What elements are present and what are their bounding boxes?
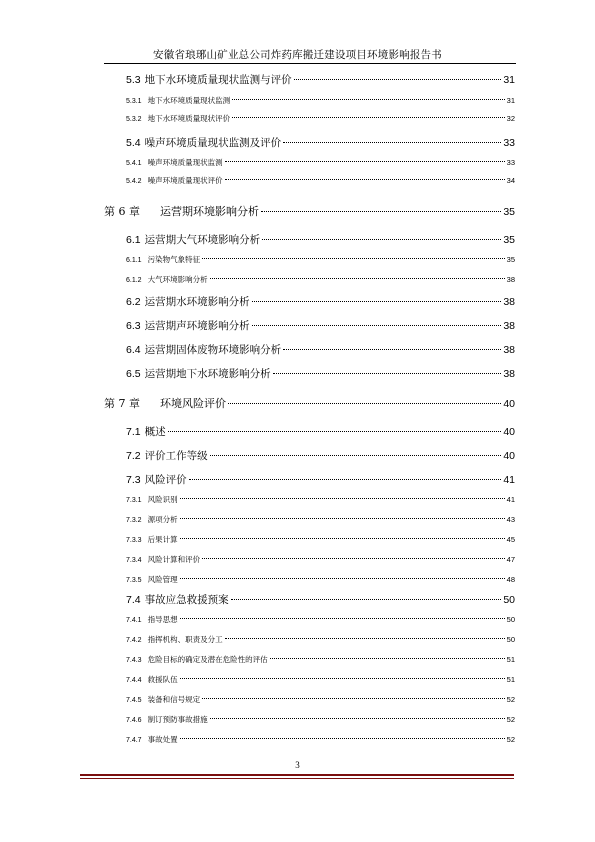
toc-entry-title: 危险目标的确定及潜在危险性的评估 (147, 655, 268, 664)
footer-rule-thin (80, 778, 514, 779)
toc-entry-title: 装备和信号规定 (147, 695, 201, 704)
toc-entry-number: 7.3.2 (126, 517, 142, 524)
toc-entry-title: 风险管理 (147, 575, 178, 584)
toc-entry-number: 7.4.3 (126, 657, 142, 664)
toc-entry[interactable] (126, 95, 515, 106)
toc-entry[interactable] (126, 674, 515, 685)
toc-dot-leader (180, 518, 505, 519)
toc-entry[interactable] (126, 175, 515, 186)
toc-entry-title: 后果计算 (147, 535, 178, 544)
toc-dot-leader (294, 79, 502, 80)
toc-entry-title: 制订预防事故措施 (147, 715, 208, 724)
toc-entry[interactable] (126, 318, 515, 333)
toc-dot-leader (270, 658, 505, 659)
toc-dot-leader (261, 211, 501, 212)
toc-entry-title: 污染物气象特征 (147, 255, 201, 264)
toc-entry-number: 6.5 (126, 368, 141, 380)
toc-entry[interactable] (126, 574, 515, 585)
toc-entry-page: 35 (506, 255, 515, 264)
toc-entry[interactable] (104, 395, 515, 411)
toc-entry-title: 评价工作等级 (144, 450, 208, 462)
toc-entry[interactable] (126, 113, 515, 124)
toc-entry-page: 31 (506, 96, 515, 105)
document-header: 安徽省琅琊山矿业总公司炸药库搬迁建设项目环境影响报告书 (153, 49, 442, 61)
toc-entry-number: 7.3.4 (126, 557, 142, 564)
toc-entry-title: 地下水环境质量现状评价 (147, 114, 231, 123)
toc-dot-leader (283, 142, 501, 143)
toc-dot-leader (189, 479, 502, 480)
toc-entry-page: 52 (506, 715, 515, 724)
toc-dot-leader (225, 179, 505, 180)
toc-entry[interactable] (126, 366, 515, 381)
toc-entry-title: 事故处置 (147, 735, 178, 744)
toc-entry[interactable] (126, 135, 515, 150)
toc-entry-number: 7.4.1 (126, 617, 142, 624)
toc-entry-title: 指挥机构、职责及分工 (147, 635, 223, 644)
toc-entry-number: 7.2 (126, 450, 141, 462)
toc-entry-title: 运营期地下水环境影响分析 (144, 368, 271, 380)
toc-entry-page: 38 (503, 368, 515, 380)
toc-entry-title: 噪声环境质量现状监测 (147, 158, 223, 167)
toc-dot-leader (232, 99, 505, 100)
toc-entry-title: 运营期水环境影响分析 (144, 296, 250, 308)
toc-entry-title: 事故应急救援预案 (144, 594, 229, 606)
toc-entry-number: 7.4.7 (126, 737, 142, 744)
toc-entry-page: 40 (503, 398, 515, 410)
toc-entry-page: 38 (503, 344, 515, 356)
toc-entry-number: 5.4.2 (126, 178, 142, 185)
toc-dot-leader (168, 431, 502, 432)
toc-entry-number: 6.1 (126, 234, 141, 246)
toc-entry-page: 38 (503, 296, 515, 308)
toc-dot-leader (180, 678, 505, 679)
toc-entry-title: 风险计算和评价 (147, 555, 201, 564)
toc-entry-number: 5.3 (126, 74, 141, 86)
toc-entry-page: 41 (506, 495, 515, 504)
toc-entry[interactable] (126, 554, 515, 565)
toc-entry[interactable] (126, 448, 515, 463)
toc-entry[interactable] (126, 614, 515, 625)
toc-entry-page: 31 (503, 74, 515, 86)
toc-dot-leader (202, 698, 505, 699)
page-number: 3 (295, 760, 300, 770)
toc-entry-page: 52 (506, 735, 515, 744)
toc-entry-number: 7.4.6 (126, 717, 142, 724)
toc-entry-page: 50 (506, 635, 515, 644)
toc-entry[interactable] (126, 534, 515, 545)
toc-entry-title: 噪声环境质量现状监测及评价 (144, 137, 282, 149)
toc-dot-leader (252, 301, 502, 302)
toc-entry-title: 运营期环境影响分析 (160, 205, 259, 218)
toc-entry-page: 35 (503, 206, 515, 218)
toc-entry-page: 47 (506, 555, 515, 564)
toc-entry[interactable] (126, 157, 515, 168)
toc-entry-number: 6.2 (126, 296, 141, 308)
toc-entry-title: 救援队伍 (147, 675, 178, 684)
toc-entry-number: 6.1.1 (126, 257, 142, 264)
toc-entry-page: 41 (503, 474, 515, 486)
toc-entry-page: 33 (506, 158, 515, 167)
toc-dot-leader (202, 558, 505, 559)
toc-entry-title: 运营期大气环境影响分析 (144, 234, 261, 246)
toc-entry[interactable] (126, 714, 515, 725)
toc-entry[interactable] (126, 654, 515, 665)
toc-dot-leader (283, 349, 501, 350)
toc-entry-number: 6.1.2 (126, 277, 142, 284)
toc-entry-page: 38 (506, 275, 515, 284)
toc-entry-page: 38 (503, 320, 515, 332)
toc-entry-page: 40 (503, 450, 515, 462)
toc-entry-title: 风险识别 (147, 495, 178, 504)
toc-entry[interactable] (126, 734, 515, 745)
toc-dot-leader (232, 117, 505, 118)
toc-entry-number: 7.4.5 (126, 697, 142, 704)
toc-entry-title: 风险评价 (144, 474, 187, 486)
toc-dot-leader (202, 258, 505, 259)
toc-entry-page: 48 (506, 575, 515, 584)
toc-entry-number: 第 6 章 (104, 205, 140, 218)
footer-rule-thick (80, 774, 514, 776)
toc-entry-title: 运营期声环境影响分析 (144, 320, 250, 332)
toc-entry-number: 7.3 (126, 474, 141, 486)
toc-entry[interactable] (126, 274, 515, 285)
toc-entry-page: 51 (506, 675, 515, 684)
toc-entry-title: 概述 (144, 426, 166, 438)
toc-entry-number: 7.3.3 (126, 537, 142, 544)
toc-entry-page: 33 (503, 137, 515, 149)
toc-dot-leader (210, 278, 505, 279)
toc-entry-number: 7.3.5 (126, 577, 142, 584)
toc-entry-page: 43 (506, 515, 515, 524)
toc-entry-title: 地下水环境质量现状监测 (147, 96, 231, 105)
toc-entry[interactable] (126, 514, 515, 525)
toc-entry-title: 指导思想 (147, 615, 178, 624)
toc-entry-number: 5.3.1 (126, 98, 142, 105)
toc-entry[interactable] (126, 634, 515, 645)
toc-entry-number: 7.4 (126, 594, 141, 606)
toc-dot-leader (252, 325, 502, 326)
toc-dot-leader (180, 538, 505, 539)
toc-entry[interactable] (126, 342, 515, 357)
toc-entry[interactable] (126, 72, 515, 87)
toc-dot-leader (273, 373, 502, 374)
toc-entry[interactable] (126, 424, 515, 439)
toc-entry-title: 大气环境影响分析 (147, 275, 208, 284)
toc-entry[interactable] (126, 472, 515, 487)
toc-entry-page: 50 (503, 594, 515, 606)
toc-entry-page: 32 (506, 114, 515, 123)
toc-entry-title: 运营期固体废物环境影响分析 (144, 344, 282, 356)
toc-dot-leader (180, 738, 505, 739)
toc-entry-title: 噪声环境质量现状评价 (147, 176, 223, 185)
toc-dot-leader (210, 455, 502, 456)
toc-entry-number: 6.3 (126, 320, 141, 332)
toc-entry[interactable] (126, 254, 515, 265)
toc-entry-number: 7.1 (126, 426, 141, 438)
toc-entry-number: 6.4 (126, 344, 141, 356)
toc-entry-page: 51 (506, 655, 515, 664)
toc-dot-leader (180, 498, 505, 499)
toc-dot-leader (180, 578, 505, 579)
toc-entry-page: 45 (506, 535, 515, 544)
toc-entry-number: 5.3.2 (126, 116, 142, 123)
toc-entry-title: 地下水环境质量现状监测与评价 (144, 74, 292, 86)
toc-entry-number: 7.4.2 (126, 637, 142, 644)
toc-entry[interactable] (126, 232, 515, 247)
toc-dot-leader (228, 403, 501, 404)
toc-dot-leader (225, 161, 505, 162)
toc-entry-page: 50 (506, 615, 515, 624)
toc-entry-page: 35 (503, 234, 515, 246)
toc-entry-page: 52 (506, 695, 515, 704)
toc-entry-number: 7.3.1 (126, 497, 142, 504)
toc-dot-leader (210, 718, 505, 719)
toc-entry-title: 源项分析 (147, 515, 178, 524)
toc-dot-leader (180, 618, 505, 619)
toc-dot-leader (225, 638, 505, 639)
toc-dot-leader (231, 599, 502, 600)
toc-entry-number: 5.4 (126, 137, 141, 149)
toc-entry[interactable] (126, 592, 515, 607)
toc-dot-leader (262, 239, 501, 240)
toc-entry-page: 34 (506, 176, 515, 185)
toc-entry-number: 第 7 章 (104, 397, 140, 410)
toc-entry-number: 5.4.1 (126, 160, 142, 167)
toc-entry[interactable] (126, 494, 515, 505)
toc-entry-page: 40 (503, 426, 515, 438)
toc-entry[interactable] (126, 294, 515, 309)
toc-entry[interactable] (104, 203, 515, 219)
toc-entry-title: 环境风险评价 (160, 397, 226, 410)
toc-entry[interactable] (126, 694, 515, 705)
toc-entry-number: 7.4.4 (126, 677, 142, 684)
